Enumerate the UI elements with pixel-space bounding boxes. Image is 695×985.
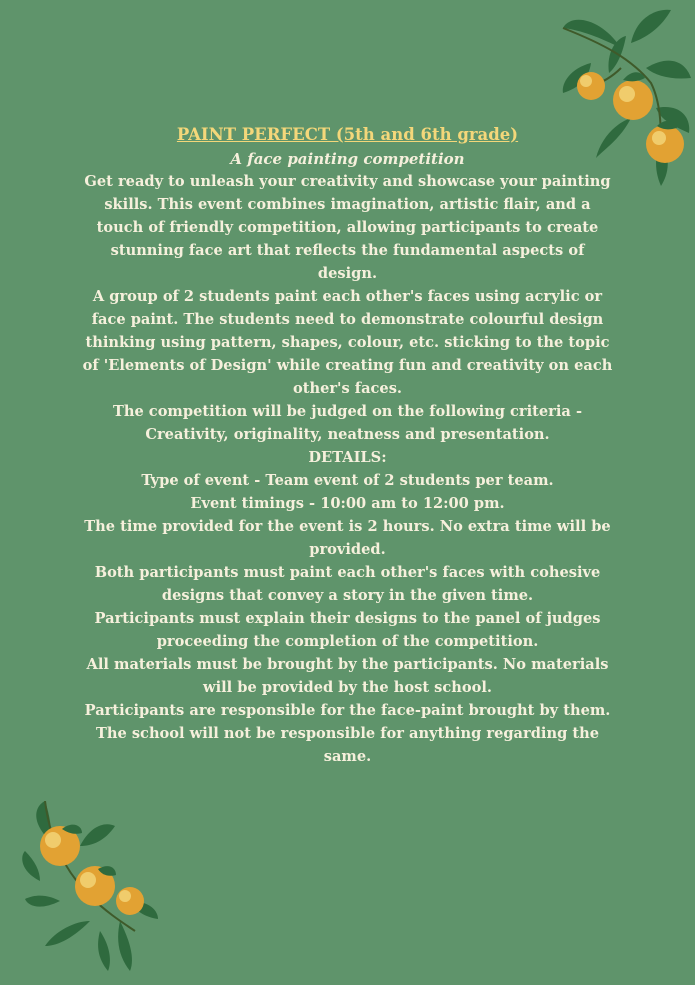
- detail-item: All materials must be brought by the participants. No materials will be provided by the host school.: [86, 656, 609, 696]
- orange-branch-icon: [20, 801, 160, 973]
- event-description: [80, 122, 615, 768]
- detail-item: Both participants must paint each other's faces with cohesive designs that convey a story in the given time.: [94, 564, 601, 604]
- detail-item: Type of event - Team event of 2 students per team.: [141, 472, 554, 489]
- detail-item: The time provided for the event is 2 hours. No extra time will be provided.: [84, 518, 611, 558]
- rules-paragraph: A group of 2 students paint each other's faces using acrylic or face paint. The students need to demonstrate colourful design thinking using pattern, shapes, colour, etc. sticking to the topic of 'Elements of Design' while creating fun and creativity on each other's faces.: [82, 288, 613, 397]
- detail-item: Participants are responsible for the face-paint brought by them. The school will not be responsible for anything regarding the same.: [84, 702, 611, 765]
- detail-item: Event timings - 10:00 am to 12:00 pm.: [190, 495, 505, 512]
- details-heading: DETAILS:: [308, 449, 387, 466]
- criteria-paragraph: The competition will be judged on the following criteria - Creativity, originality, neatness and presentation.: [112, 403, 583, 443]
- event-subtitle: A face painting competition: [230, 150, 465, 168]
- event-title: PAINT PERFECT (5th and 6th grade): [176, 125, 519, 144]
- detail-item: Participants must explain their designs to the panel of judges proceeding the completion of the competition.: [94, 610, 601, 650]
- intro-paragraph: Get ready to unleash your creativity and showcase your painting skills. This event combines imagination, artistic flair, and a touch of friendly competition, allowing participants to create stunning face art that reflects the fundamental aspects of design.: [84, 173, 611, 282]
